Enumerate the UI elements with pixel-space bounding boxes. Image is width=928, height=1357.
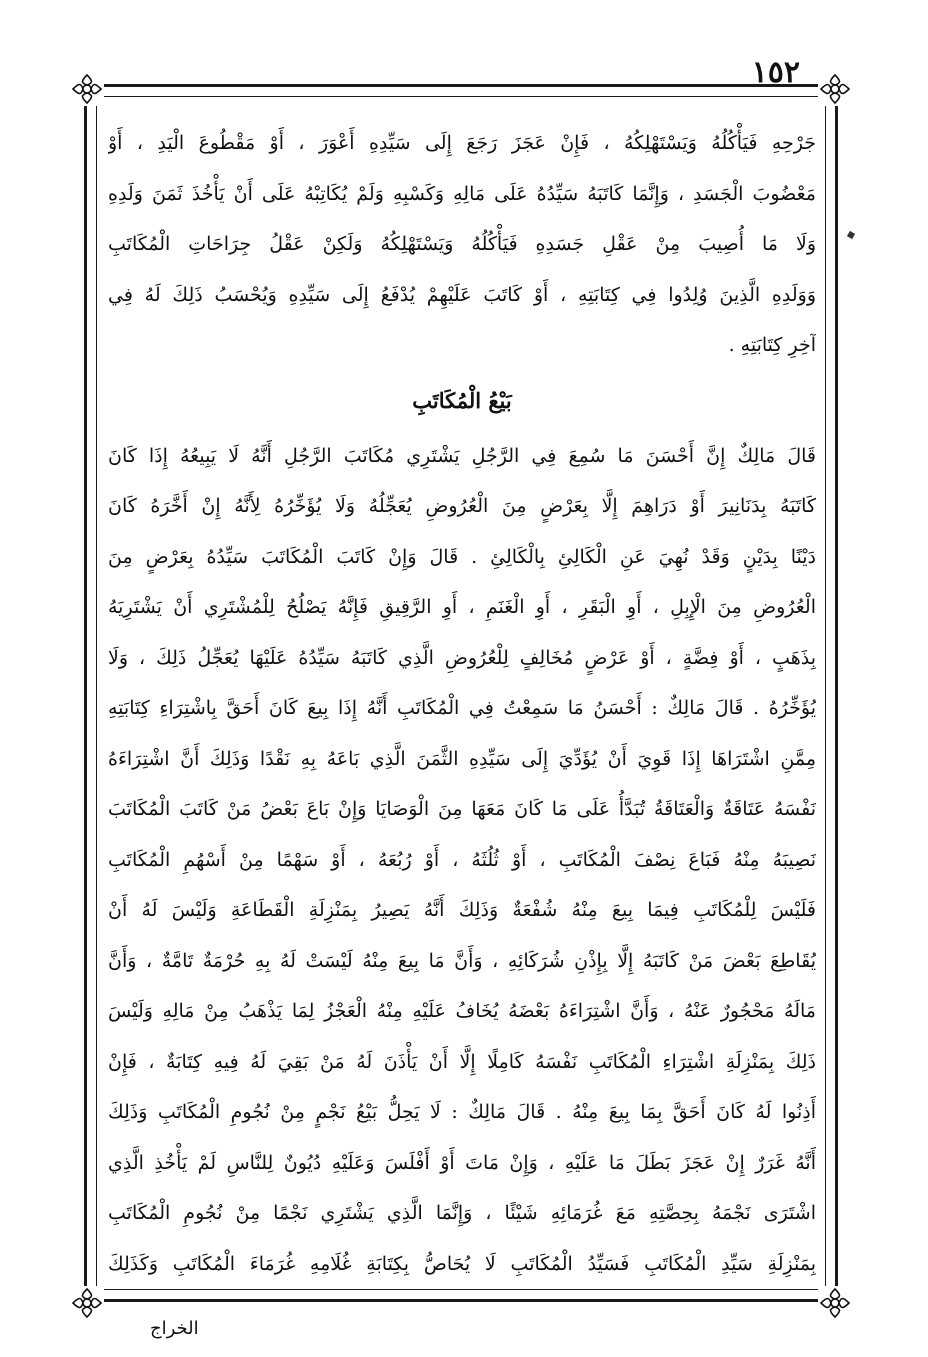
section-heading: بَيْعُ الْمُكَاتَبِ: [412, 387, 512, 413]
corner-ornament-icon: [818, 1286, 852, 1320]
text-line: بِذَهَبٍ ، أَوْ فِضَّةٍ ، أَوْ عَرْضٍ مُخَالِفٍ لِلْعُرُوضِ الَّذِي كَاتَبَهُ سَيِّدُهُ عَلَيْهَا يُعَجِّلُ ذَلِكَ ، وَلَا: [108, 646, 816, 669]
text-line: دَيْنًا بِدَيْنٍ وَقَدْ نُهِيَ عَنِ الْكَالِئِ بِالْكَالِئِ . قَالَ وَإِنْ كَاتَبَ الْمُكَاتَبَ سَيِّدُهُ بِعَرْضٍ مِنَ: [108, 545, 816, 568]
text-line: مَعْضُوبَ الْجَسَدِ ، وَإِنَّمَا كَاتَبَهُ سَيِّدُهُ عَلَى مَالِهِ وَكَسْبِهِ وَلَمْ يُكَاتِبْهُ عَلَى أَنْ يَأْخُذَ ثَمَنَ وَلَدِهِ: [108, 182, 816, 205]
text-line: أَنَّهُ غَرَرٌ إِنْ عَجَزَ بَطَلَ مَا عَلَيْهِ ، وَإِنْ مَاتَ أَوْ أَفْلَسَ وَعَلَيْهِ دُيُونٌ لِلنَّاسِ لَمْ يَأْخُذِ الَّذِي: [108, 1151, 816, 1174]
paragraph-continuation: [108, 118, 816, 371]
text-line: آخِرِ كِتَابَتِهِ .: [728, 334, 816, 356]
text-line: جَرْحِهِ فَيَأْكُلُهُ وَيَسْتَهْلِكُهُ ، فَإِنْ عَجَزَ رَجَعَ إِلَى سَيِّدِهِ أَعْوَرَ ، أَوْ مَقْطُوعَ الْيَدِ ، أَوْ: [108, 132, 816, 154]
text-line: بِمَنْزِلَةِ سَيِّدِ الْمُكَاتَبِ فَسَيِّدُ الْمُكَاتَبِ لَا يُحَاصُّ بِكِتَابَةِ غُلَامِهِ غُرَمَاءَ الْمُكَاتَبِ وَكَذَلِكَ: [108, 1252, 816, 1275]
text-line: ذَلِكَ بِمَنْزِلَةِ اشْتِرَاءِ الْمُكَاتَبِ نَفْسَهُ كَامِلًا إِلَّا أَنْ يَأْذَنَ لَهُ مَنْ بَقِيَ لَهُ فِيهِ كِتَابَةٌ ، فَإِنْ: [108, 1050, 816, 1073]
text-line: فَلَيْسَ لِلْمُكَاتَبِ فِيمَا بِيعَ مِنْهُ شُفْعَةٌ وَذَلِكَ أَنَّهُ يَصِيرُ بِمَنْزِلَةِ الْقَطَاعَةِ وَلَيْسَ لَهُ أَنْ: [108, 899, 816, 921]
text-line: اشْتَرَى نَجْمَهُ بِحِصَّتِهِ مَعَ غُرَمَائِهِ شَيْئًا ، وَإِنَّمَا الَّذِي يَشْتَرِي نَجْمًا مِنْ نُجُومِ الْمُكَاتَبِ: [108, 1202, 816, 1224]
text-line: أَذِنُوا لَهُ كَانَ أَحَقَّ بِمَا بِيعَ مِنْهُ . قَالَ مَالِكٌ : لَا يَحِلُّ بَيْعُ نَجْمٍ مِنْ نُجُومِ الْمُكَاتَبِ وَذَلِكَ: [108, 1101, 816, 1123]
page-number: ١٥٢: [751, 55, 800, 90]
text-line: الْعُرُوضِ مِنَ الْإِبِلِ ، أَوِ الْبَقَرِ ، أَوِ الْغَنَمِ ، أَوِ الرَّقِيقِ فَإِنَّهُ يَصْلُحُ لِلْمُشْتَرِي أَنْ يَشْتَرِيَهُ: [108, 596, 816, 618]
corner-ornament-icon: [70, 1286, 104, 1320]
text-line: نَفْسَهُ عَتَاقَةٌ وَالْعَتَاقَةُ تُبَدَّأُ عَلَى مَا كَانَ مَعَهَا مِنَ الْوَصَايَا وَإِنْ بَاعَ بَعْضُ مَنْ كَاتَبَ الْمُكَاتَبَ: [108, 798, 816, 820]
text-line: وَلَا مَا أُصِيبَ مِنْ عَقْلِ جَسَدِهِ فَيَأْكُلُهُ وَيَسْتَهْلِكُهُ وَلَكِنْ عَقْلُ جِرَاحَاتِ الْمُكَاتَبِ: [108, 233, 816, 255]
text-line: نَصِيبَهُ مِنْهُ فَبَاعَ نِصْفَ الْمُكَاتَبِ ، أَوْ ثُلُثَهُ ، أَوْ رُبُعَهُ ، أَوْ سَهْمًا مِنْ أَسْهُمِ الْمُكَاتَبِ: [108, 848, 816, 871]
text-line: وَوَلَدِهِ الَّذِينَ وُلِدُوا فِي كِتَابَتِهِ ، أَوْ كَاتَبَ عَلَيْهِمْ يُدْفَعُ إِلَى سَيِّدِهِ وَيُحْسَبُ ذَلِكَ لَهُ فِي: [108, 283, 816, 306]
page-body: [108, 118, 816, 1288]
text-line: يُقَاطِعَ بَعْضَ مَنْ كَاتَبَهُ إِلَّا بِإِذْنِ شُرَكَائِهِ ، وَأَنَّ مَا بِيعَ مِنْهُ لَيْسَتْ لَهُ بِهِ حُرْمَةٌ تَامَّةٌ ، وَأَنَّ: [108, 949, 816, 972]
footer-label: الخراج: [150, 1318, 199, 1339]
text-line: يُؤَخِّرُهُ . قَالَ مَالِكٌ : أَحْسَنُ مَا سَمِعْتُ فِي الْمُكَاتَبِ أَنَّهُ إِذَا بِيعَ كَانَ أَحَقَّ بِاشْتِرَاءِ كِتَابَتِهِ: [108, 697, 816, 719]
paragraph-main: [108, 431, 816, 1289]
corner-ornament-icon: [70, 72, 104, 106]
margin-mark: [847, 231, 855, 239]
text-line: كَاتَبَهُ بِدَنَانِيرَ أَوْ دَرَاهِمَ إِلَّا بِعَرْضٍ مِنَ الْعُرُوضِ يُعَجِّلُهُ وَلَا يُؤَخِّرُهُ لِأَنَّهُ إِنْ أَخَّرَهُ كَانَ: [108, 495, 816, 517]
text-line: قَالَ مَالِكٌ إِنَّ أَحْسَنَ مَا سُمِعَ فِي الرَّجُلِ يَشْتَرِي مُكَاتَبَ الرَّجُلِ أَنَّهُ لَا يَبِيعُهُ إِذَا كَانَ: [108, 444, 816, 467]
text-line: مِمَّنِ اشْتَرَاهَا إِذَا قَوِيَ أَنْ يُؤَدِّيَ إِلَى سَيِّدِهِ الثَّمَنَ الَّذِي بَاعَهُ بِهِ نَقْدًا وَذَلِكَ أَنَّ اشْتِرَاءَهُ: [108, 747, 816, 770]
text-line: مَالَهُ مَحْجُورٌ عَنْهُ ، وَأَنَّ اشْتِرَاءَهُ بَعْضَهُ يُخَافُ عَلَيْهِ مِنْهُ الْعَجْزُ لِمَا يَذْهَبُ مِنْ مَالِهِ وَلَيْسَ: [108, 1000, 816, 1022]
corner-ornament-icon: [818, 72, 852, 106]
